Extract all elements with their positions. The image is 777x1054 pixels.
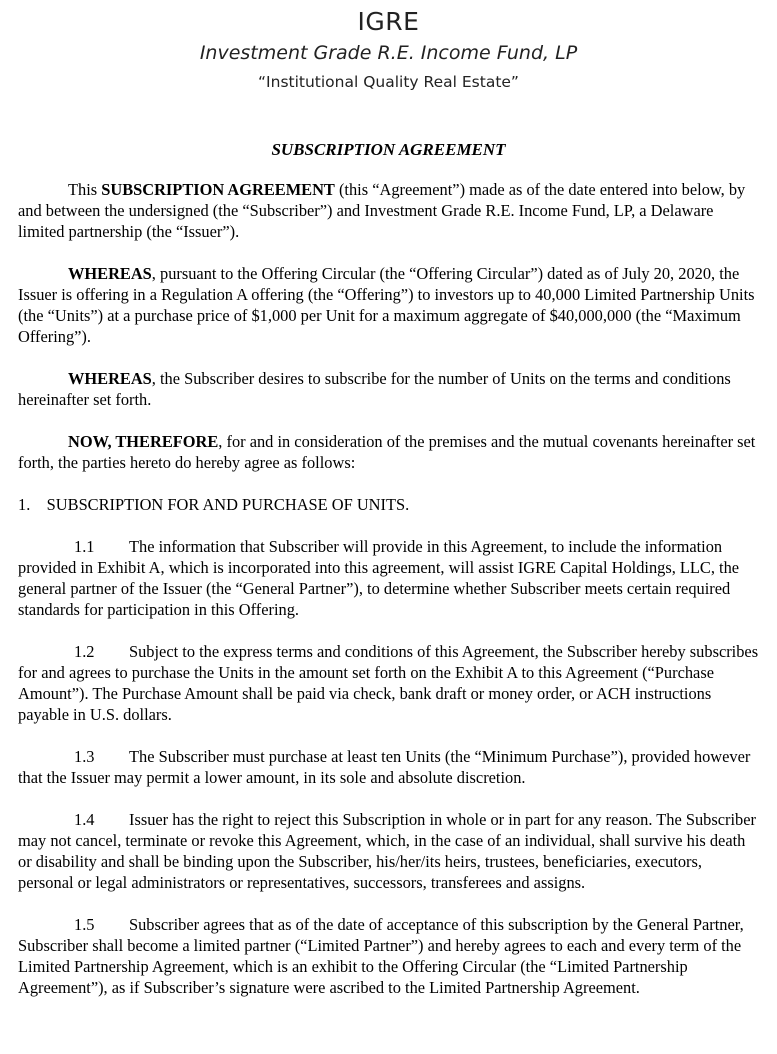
- brand-name: IGRE: [357, 7, 420, 36]
- clause-1-1: [18, 536, 759, 620]
- clause-text: Subject to the express terms and conditions of this Agreement, the Subscriber hereby subscribes for and agrees to purchase the Units in the amount set forth on the Exhibit A to this Agreement (“Purchase Amount”). The Purchase Amount shall be paid via check, bank draft or money order, or ACH instructions payable in U.S. dollars.: [18, 642, 759, 724]
- clause-text: Issuer has the right to reject this Subscription in whole or in part for any reason. The Subscriber may not cancel, terminate or revoke this Agreement, which, in the case of an individual, shall survive his death or disability and shall be binding upon the Subscriber, his/her/its heirs, trustees, beneficiaries, executors, personal or legal administrators or representatives, successors, transferees and assigns.: [18, 810, 756, 892]
- clause-text: The information that Subscriber will provide in this Agreement, to include the information provided in Exhibit A, which is incorporated into this agreement, will assist IGRE Capital Holdings, LLC, the general partner of the Issuer (the “General Partner”), to determine whether Subscriber meets certain required standards for participation in this Offering.: [18, 537, 740, 619]
- intro-keyword: SUBSCRIPTION AGREEMENT: [101, 180, 335, 199]
- clause-number: 1.2: [74, 642, 95, 661]
- intro-paragraph: [18, 179, 759, 242]
- whereas-text-1: , pursuant to the Offering Circular (the “Offering Circular”) dated as of July 20, 2020, the Issuer is offering in a Regulation A offering (the “Offering”) to investors up to 40,000 Limited Partnership Units (the “Units”) at a purchase price of $1,000 per Unit for a maximum aggregate of $40,000,000 (the “Maximum Offering”).: [18, 264, 755, 346]
- now-therefore-keyword: NOW, THEREFORE: [68, 432, 219, 451]
- fund-name: Investment Grade R.E. Income Fund, LP: [199, 42, 578, 64]
- clause-text: Subscriber agrees that as of the date of acceptance of this subscription by the General Partner, Subscriber shall become a limited partner (“Limited Partner”) and hereby agrees to each and every term of the Limited Partnership Agreement, which is an exhibit to the Offering Circular (the “Limited Partnership Agreement”), as if Subscriber’s signature were ascribed to the Limited Partnership Agreement.: [18, 915, 744, 997]
- section-1-heading: 1. SUBSCRIPTION FOR AND PURCHASE OF UNITS.: [18, 495, 410, 514]
- clause-number: 1.3: [74, 747, 95, 766]
- clause-1-5: [18, 914, 759, 998]
- clause-text: The Subscriber must purchase at least ten Units (the “Minimum Purchase”), provided however that the Issuer may permit a lower amount, in its sole and absolute discretion.: [18, 747, 751, 787]
- clause-number: 1.4: [74, 810, 95, 829]
- clause-1-4: [18, 809, 759, 893]
- whereas-keyword-1: WHEREAS: [68, 264, 152, 283]
- intro-lead: This: [68, 180, 102, 199]
- now-therefore-paragraph: [18, 431, 759, 473]
- clause-1-2: [18, 641, 759, 725]
- tagline: “Institutional Quality Real Estate”: [258, 73, 519, 91]
- clause-1-3: [18, 746, 759, 788]
- clause-number: 1.1: [74, 537, 95, 556]
- whereas-text-2: , the Subscriber desires to subscribe for the number of Units on the terms and conditions hereinafter set forth.: [18, 369, 731, 409]
- whereas-paragraph-2: [18, 368, 759, 410]
- whereas-keyword-2: WHEREAS: [68, 369, 152, 388]
- document-body: [18, 162, 759, 998]
- document-title: SUBSCRIPTION AGREEMENT: [271, 140, 506, 159]
- now-therefore-text: , for and in consideration of the premises and the mutual covenants hereinafter set forth, the parties hereto do hereby agree as follows:: [18, 432, 756, 472]
- intro-text: (this “Agreement”) made as of the date entered into below, by and between the undersigned (the “Subscriber”) and Investment Grade R.E. Income Fund, LP, a Delaware limited partnership (the “Issuer”).: [18, 180, 746, 241]
- whereas-paragraph-1: [18, 263, 759, 347]
- masthead: [18, 0, 759, 96]
- clause-number: 1.5: [74, 915, 95, 934]
